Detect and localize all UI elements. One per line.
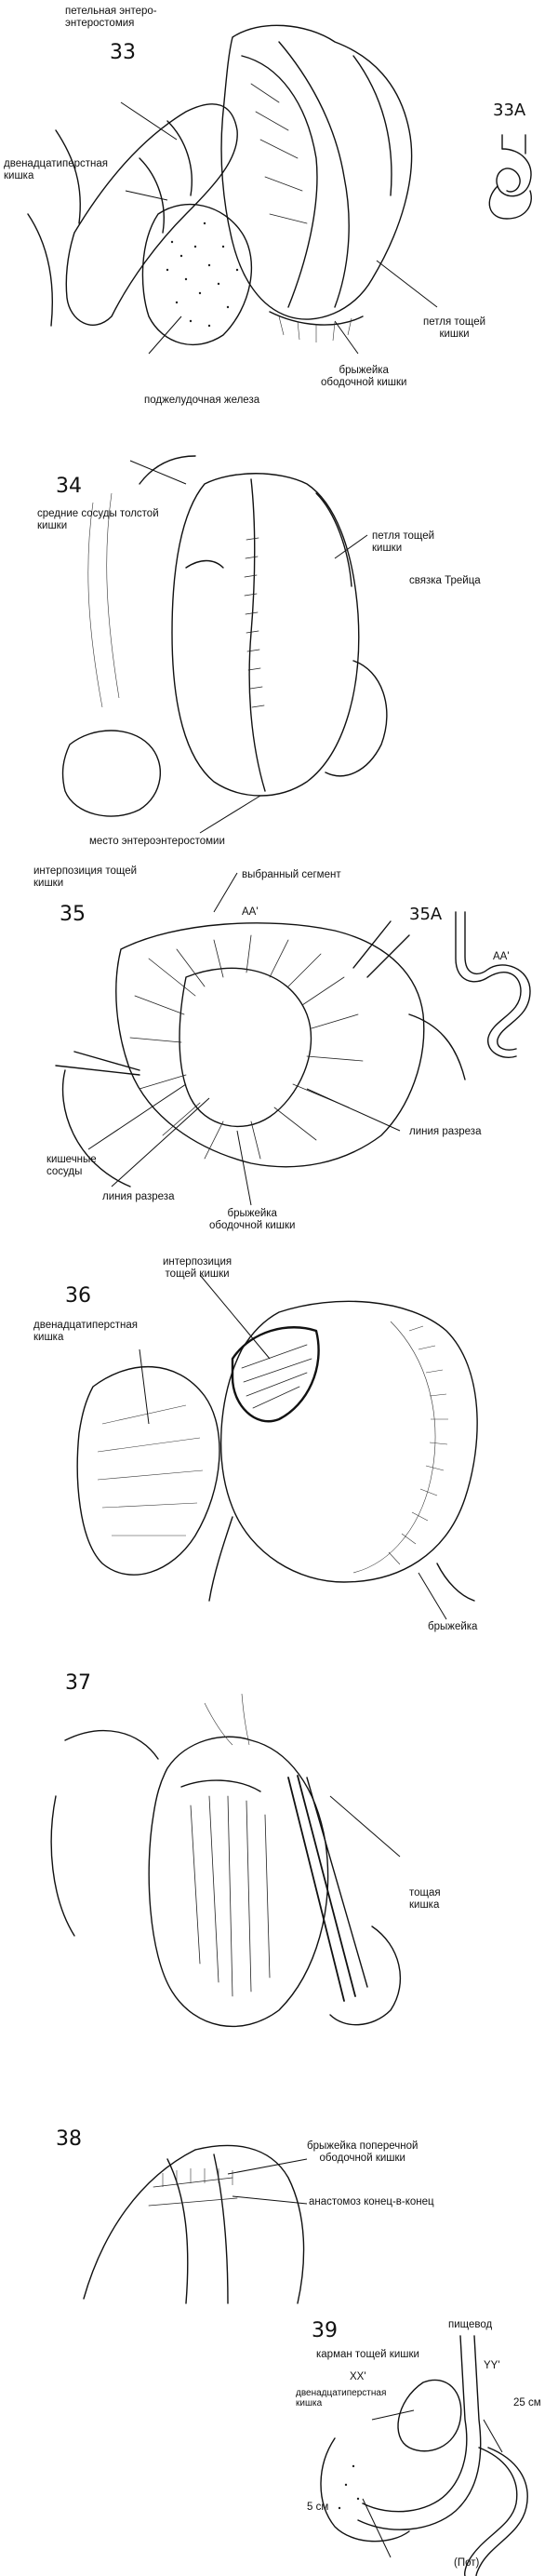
figure-34 <box>0 428 558 856</box>
figure-36-drawing <box>0 1256 558 1647</box>
label-jejunum-loop-34: петля тощей кишки <box>372 530 435 554</box>
label-cut-line-bottom: линия разреза <box>102 1191 175 1202</box>
label-duodenum-39: двенадцатиперстная кишка <box>296 2388 387 2408</box>
label-intestinal-vessels: кишечные сосуды <box>46 1154 97 1177</box>
label-xx-mark: XX' <box>350 2371 366 2382</box>
pancreas-stipple <box>166 222 238 327</box>
label-duodenum: двенадцатиперстная кишка <box>4 158 108 181</box>
figure-37-drawing <box>0 1666 558 2075</box>
figure-34-number: 34 <box>56 475 82 498</box>
label-mesentery-36: брыжейка <box>428 1621 478 1632</box>
label-jejunal-interposition: интерпозиция тощей кишки <box>33 865 138 889</box>
label-aa-mark-inset: AA' <box>493 951 510 962</box>
label-pot: (Пот) <box>454 2557 480 2569</box>
label-cut-line-right: линия разреза <box>409 1126 482 1137</box>
figure-35a-number: 35A <box>409 905 443 924</box>
figure-33a-number: 33A <box>493 101 526 120</box>
figure-36-number: 36 <box>65 1284 91 1308</box>
figure-35-number: 35 <box>60 903 86 926</box>
label-jejunal-interposition-36: интерпозиция тощей кишки <box>163 1256 232 1280</box>
label-jejunum-loop: петля тощей кишки <box>423 316 486 340</box>
label-25cm: 25 см <box>513 2397 541 2408</box>
label-mesocolon: брыжейка ободочной кишки <box>321 365 407 388</box>
figure-38-number: 38 <box>56 2127 82 2151</box>
label-jejunum-37: тощая кишка <box>409 1887 441 1911</box>
figure-33-drawing <box>0 0 558 409</box>
figure-37-number: 37 <box>65 1671 91 1695</box>
label-transverse-mesocolon: брыжейка поперечной ободочной кишки <box>307 2140 418 2164</box>
figure-33 <box>0 0 558 409</box>
label-5cm: 5 см <box>307 2502 329 2513</box>
label-mesocolon-35: брыжейка ободочной кишки <box>209 1208 296 1231</box>
label-aa-mark: AA' <box>242 906 259 918</box>
label-treitz-ligament: связка Трейца <box>409 575 481 586</box>
label-jejunal-pouch: карман тощей кишки <box>316 2349 419 2360</box>
label-pancreas: поджелудочная железа <box>144 395 260 406</box>
label-yy-mark: YY' <box>484 2360 500 2371</box>
label-middle-colic-vessels: средние сосуды толстой кишки <box>37 508 159 531</box>
figure-39-number: 39 <box>312 2319 338 2342</box>
label-loop-enteroenterostomy: петельная энтеро- энтеростомия <box>65 6 157 29</box>
label-selected-segment: выбранный сегмент <box>242 869 341 880</box>
figure-35 <box>0 865 558 1247</box>
figure-36 <box>0 1256 558 1647</box>
label-duodenum-36: двенадцатиперстная кишка <box>33 1320 138 1343</box>
figure-39 <box>0 2308 558 2576</box>
label-end-to-end-anastomosis: анастомоз конец-в-конец <box>309 2196 434 2207</box>
figure-33-number: 33 <box>110 41 136 64</box>
figure-38-drawing <box>0 2122 558 2308</box>
label-enteroenterostomy-site: место энтероэнтеростомии <box>89 836 225 847</box>
label-esophagus: пищевод <box>448 2319 493 2330</box>
figure-38 <box>0 2122 558 2308</box>
figure-37 <box>0 1666 558 2075</box>
figure-34-drawing <box>0 428 558 856</box>
figure-39-drawing <box>0 2308 558 2576</box>
